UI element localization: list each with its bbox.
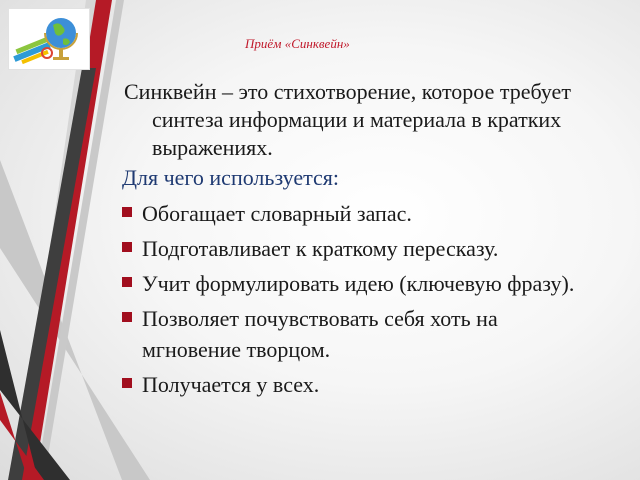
globe-school-supplies-icon xyxy=(9,9,89,69)
list-item xyxy=(122,268,592,299)
list-item xyxy=(122,369,592,400)
list-item-text: Учит формулировать идею (ключевую фразу). xyxy=(142,271,575,296)
list-item-text: Обогащает словарный запас. xyxy=(142,201,412,226)
square-bullet-icon xyxy=(122,242,132,252)
list-item-text: Позволяет почувствовать себя хоть на мгновение творцом. xyxy=(142,306,498,362)
benefits-list xyxy=(122,198,592,404)
square-bullet-icon xyxy=(122,207,132,217)
square-bullet-icon xyxy=(122,312,132,322)
logo-image xyxy=(8,8,90,70)
slide-title: Приём «Синквейн» xyxy=(245,36,350,51)
list-item xyxy=(122,198,592,229)
list-item xyxy=(122,233,592,264)
list-item xyxy=(122,303,592,365)
list-item-text: Получается у всех. xyxy=(142,372,320,397)
list-item-text: Подготавливает к краткому пересказу. xyxy=(142,236,499,261)
definition-text: Синквейн – это стихотворение, которое требует синтеза информации и материала в кратких выражениях. xyxy=(124,79,571,160)
square-bullet-icon xyxy=(122,277,132,287)
subheading: Для чего используется: xyxy=(122,165,340,190)
square-bullet-icon xyxy=(122,378,132,388)
